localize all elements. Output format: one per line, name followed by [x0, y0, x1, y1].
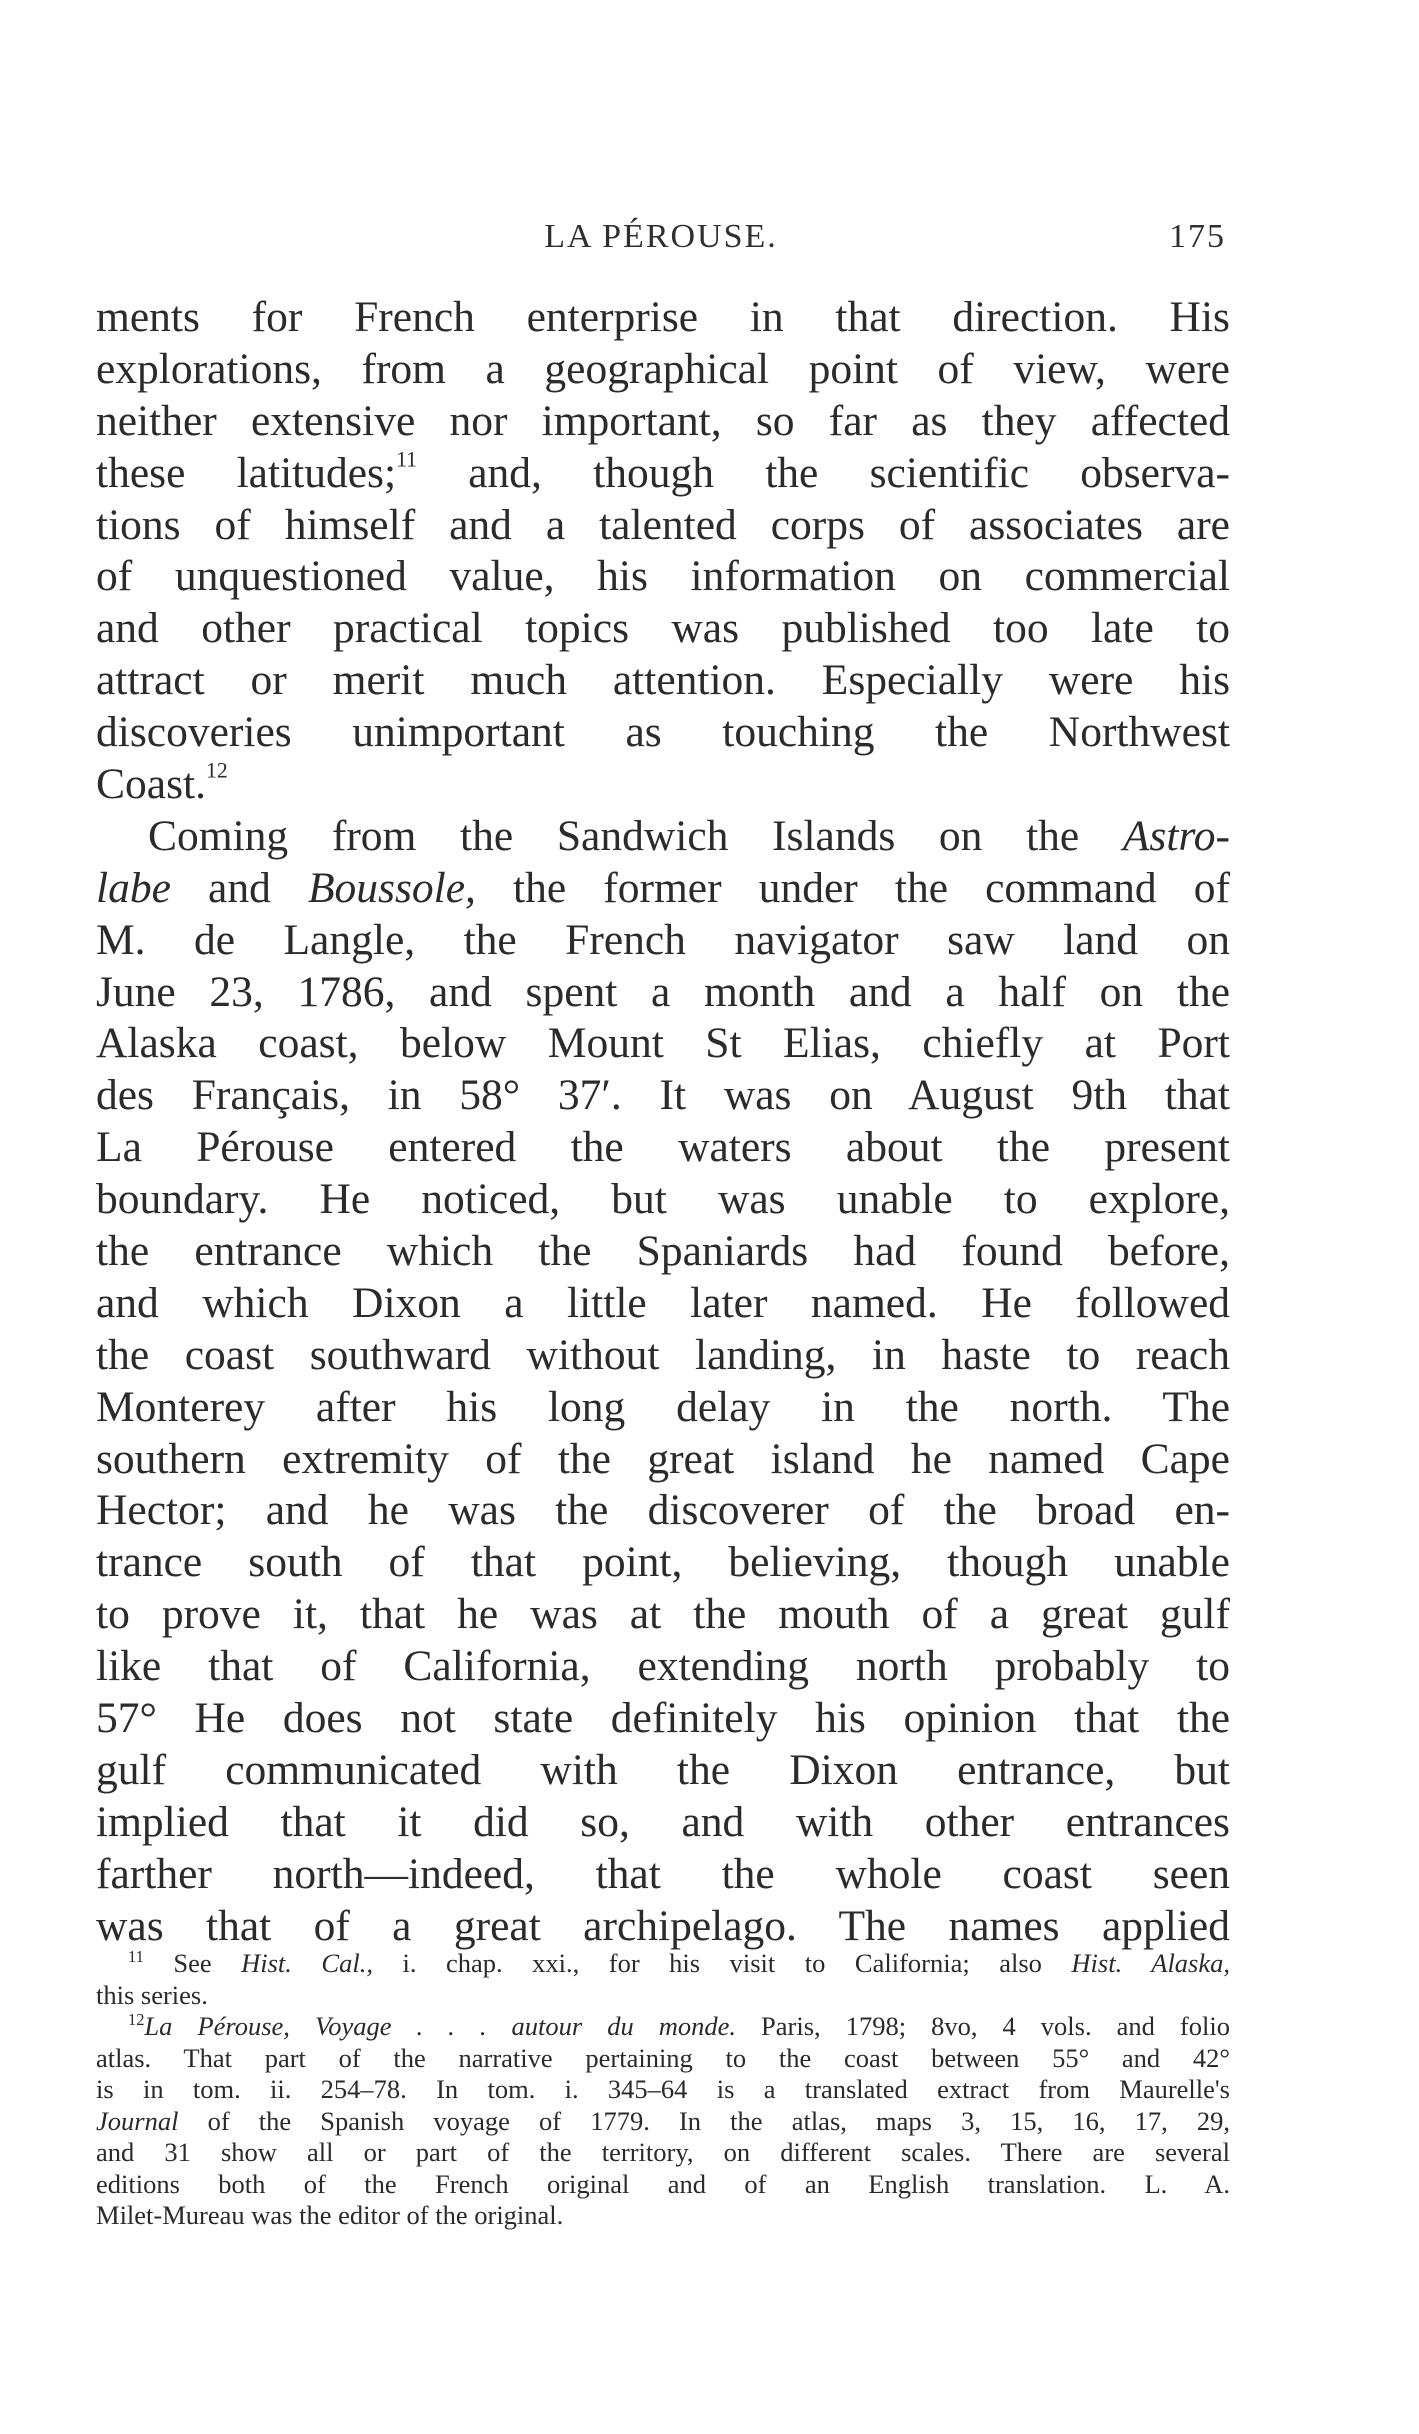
page-number: 175 [1169, 218, 1226, 255]
text-line: farther north—indeed, that the whole coast seen [96, 1849, 1230, 1898]
text-line: M. de Langle, the French navigator saw land on [96, 915, 1230, 964]
footnote-line: is in tom. ii. 254–78. In tom. i. 345–64 is a translated extract from Maurelle's [96, 2074, 1230, 2104]
text-fragment: i. chap. xxi., for his visit to California; also [372, 1948, 1072, 1978]
text-fragment: See [143, 1948, 242, 1978]
text-line [96, 759, 1230, 811]
text-line: Alaska coast, below Mount St Elias, chiefly at Port [96, 1019, 1230, 1068]
text-line: tions of himself and a talented corps of associates are [96, 500, 1230, 549]
text-line: ments for French enterprise in that direction. His [96, 293, 1230, 341]
footnotes [96, 1948, 1230, 2232]
text-line: the entrance which the Spaniards had found before, [96, 1227, 1230, 1276]
text-line: like that of California, extending north probably to [96, 1642, 1230, 1691]
text-line: June 23, 1786, and spent a month and a half on the [96, 967, 1230, 1016]
citation-title: La Pérouse, Voyage . . . autour du monde. [144, 2011, 737, 2041]
text-line: explorations, from a geographical point of view, were [96, 344, 1230, 393]
footnote-mark-11: 11 [128, 1947, 144, 1967]
text-line: boundary. He noticed, but was unable to explore, [96, 1175, 1230, 1224]
text-line: neither extensive nor important, so far as they affected [96, 396, 1230, 445]
text-line: trance south of that point, believing, though unable [96, 1538, 1230, 1587]
citation-title: Hist. Alaska, [1071, 1948, 1231, 1978]
text-line: of unquestioned value, his information on commercial [96, 552, 1230, 601]
text-line: attract or merit much attention. Especially were his [96, 656, 1230, 705]
text-line: to prove it, that he was at the mouth of a great gulf [96, 1590, 1230, 1639]
ship-name-astrolabe-end: labe [96, 863, 171, 912]
ship-name-astrolabe: Astro- [1122, 811, 1230, 860]
text-fragment: Paris, 1798; 8vo, 4 vols. and folio [736, 2011, 1230, 2041]
footnote-11 [96, 1948, 1230, 1980]
footnote-line [96, 2106, 1230, 2138]
running-head [96, 218, 1226, 262]
footnote-12 [96, 2011, 1230, 2043]
ship-name-boussole: Boussole, [307, 863, 476, 912]
text-line [96, 811, 1230, 863]
text-fragment: Coast. [96, 760, 206, 809]
footnote-ref-12: 12 [205, 758, 228, 783]
text-line: was that of a great archipelago. The names applied [96, 1901, 1230, 1950]
footnote-line: this series. [96, 1979, 208, 2010]
text-fragment: Coming from the Sandwich Islands on the [148, 811, 1123, 860]
citation-title: Hist. Cal., [241, 1948, 373, 1978]
text-line: implied that it did so, and with other entrances [96, 1797, 1230, 1846]
footnote-line: and 31 show all or part of the territory, on different scales. There are several [96, 2137, 1230, 2167]
text-fragment: of the Spanish voyage of 1779. In the atlas, maps 3, 15, 16, 17, 29, [178, 2105, 1230, 2136]
text-fragment: the former under the command of [475, 863, 1230, 912]
text-line: des Français, in 58° 37′. It was on August 9th that [96, 1071, 1230, 1120]
citation-title: Journal [96, 2105, 179, 2136]
footnote-ref-11: 11 [396, 447, 418, 472]
text-line [96, 448, 1230, 500]
text-line: Hector; and he was the discoverer of the broad en- [96, 1486, 1230, 1535]
text-line: and other practical topics was published too late to [96, 604, 1230, 653]
text-fragment: and [170, 863, 308, 912]
footnote-mark-12: 12 [128, 2010, 145, 2030]
text-line: 57° He does not state definitely his opinion that the [96, 1694, 1230, 1743]
body-text [96, 292, 1230, 1953]
text-line: gulf communicated with the Dixon entrance, but [96, 1745, 1230, 1794]
text-line: Monterey after his long delay in the north. The [96, 1382, 1230, 1431]
footnote-line: Milet-Mureau was the editor of the original. [96, 2200, 564, 2230]
running-title: LA PÉROUSE. [544, 218, 778, 255]
text-line: La Pérouse entered the waters about the present [96, 1123, 1230, 1172]
text-line: discoveries unimportant as touching the Northwest [96, 708, 1230, 757]
footnote-line: editions both of the French original and of an English translation. L. A. [96, 2168, 1230, 2199]
text-fragment: and, though the scientific observa- [417, 448, 1230, 497]
text-line: southern extremity of the great island he named Cape [96, 1434, 1230, 1483]
text-line: the coast southward without landing, in haste to reach [96, 1330, 1230, 1379]
text-line [96, 863, 1230, 915]
text-line: and which Dixon a little later named. He followed [96, 1278, 1230, 1327]
text-fragment: these latitudes; [96, 448, 397, 497]
footnote-line: atlas. That part of the narrative pertaining to the coast between 55° and 42° [96, 2042, 1230, 2073]
